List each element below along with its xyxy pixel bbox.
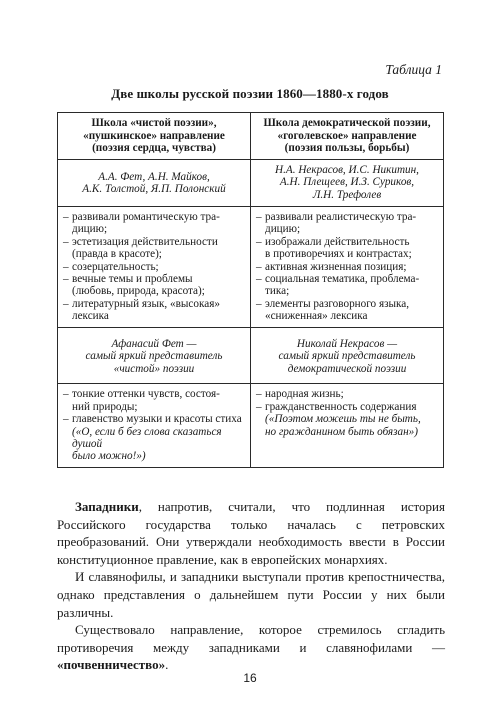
left-school-representative bbox=[58, 327, 251, 384]
list-item: – активная жизненная позиция; bbox=[256, 261, 438, 273]
list-item: – развивали романтическую тра- дицию; bbox=[63, 211, 245, 236]
representative-line: «чистой» поэзии bbox=[113, 362, 195, 375]
nekrasov-quote: («Поэтом можешь ты не быть, но гражданином быть обязан») bbox=[265, 413, 421, 438]
list-item: – социальная тематика, проблема- тика; bbox=[256, 273, 438, 298]
list-item: – развивали реалистическую тра- дицию; bbox=[256, 211, 438, 236]
traits-row bbox=[58, 384, 444, 467]
term-pochvennichestvo: «почвенничество» bbox=[57, 657, 166, 673]
right-school-representative bbox=[251, 327, 444, 384]
representative-line: самый яркий представитель bbox=[278, 350, 416, 363]
term-westernizers: Западники bbox=[75, 499, 139, 514]
left-school-traits bbox=[58, 384, 251, 467]
features-row bbox=[58, 206, 444, 327]
poets-line: А.Н. Плещеев, И.З. Суриков, bbox=[279, 176, 415, 189]
representative-line: Афанасий Фет — bbox=[111, 337, 197, 350]
table-header-row bbox=[58, 113, 444, 160]
left-school-features bbox=[58, 206, 251, 327]
poets-line: Н.А. Некрасов, И.С. Никитин, bbox=[275, 163, 419, 176]
poetry-schools-table bbox=[57, 112, 444, 468]
list-item: – литературный язык, «высокая» лексика bbox=[63, 298, 245, 323]
header-line: Школа «чистой поэзии», bbox=[91, 117, 217, 129]
list-item: – тонкие оттенки чувств, состоя- ний природы; bbox=[63, 388, 245, 413]
representative-row bbox=[58, 327, 444, 384]
page-number: 16 bbox=[243, 671, 257, 685]
fet-quote: («О, если б без слова сказаться душой было можно!») bbox=[72, 425, 222, 463]
header-line: «гоголевское» направление bbox=[277, 129, 417, 142]
poets-line: Л.Н. Трефолев bbox=[312, 188, 382, 201]
list-item: – созерцательность; bbox=[63, 261, 245, 273]
list-item: – элементы разговорного языка, «сниженная» лексика bbox=[256, 298, 438, 323]
poets-line: А.А. Фет, А.Н. Майков, bbox=[98, 170, 210, 183]
right-school-features bbox=[251, 206, 444, 327]
table-title: Две школы русской поэзии 1860—1880-х годов bbox=[111, 86, 389, 101]
header-line: «пушкинское» направление bbox=[83, 129, 225, 142]
header-line: (поэзия пользы, борьбы) bbox=[284, 142, 410, 155]
header-line: Школа демократической поэзии, bbox=[263, 117, 431, 129]
representative-line: Николай Некрасов — bbox=[296, 337, 398, 350]
paragraph-westernizers: Западники, напротив, считали, что подлинная история Российского государства только началась с петровских преобразований. Они утверждали необходимость ввести в России конституционное правление, как в европейских монархиях. bbox=[57, 499, 445, 567]
right-school-poets bbox=[251, 159, 444, 206]
header-line: (поэзия сердца, чувства) bbox=[92, 142, 216, 155]
poets-line: А.К. Толстой, Я.П. Полонский bbox=[82, 183, 226, 196]
representative-line: самый яркий представитель bbox=[85, 350, 223, 363]
list-item: – эстетизация действительности (правда в красоте); bbox=[63, 236, 245, 261]
representative-line: демократической поэзии bbox=[287, 362, 407, 375]
table-number-label: Таблица 1 bbox=[385, 62, 442, 77]
paragraph-serfdom: И славянофилы, и западники выступали против крепостничества, однако представления о дальнейшем пути России у них были различны. bbox=[57, 569, 445, 620]
paragraph-pochvennichestvo: Существовало направление, которое стремилось сгладить противоречия между западниками и славянофилами — «почвенничество». bbox=[57, 622, 445, 673]
left-school-poets bbox=[58, 159, 251, 206]
body-text bbox=[57, 498, 445, 674]
list-item: – гражданственность содержания bbox=[256, 401, 438, 413]
right-school-header bbox=[251, 113, 444, 160]
poets-row bbox=[58, 159, 444, 206]
list-item: – главенство музыки и красоты стиха bbox=[63, 413, 245, 425]
list-item: – народная жизнь; bbox=[256, 388, 438, 400]
left-school-header bbox=[58, 113, 251, 160]
right-school-traits bbox=[251, 384, 444, 467]
list-item: – изображали действительность в противоречиях и контрастах; bbox=[256, 236, 438, 261]
list-item: – вечные темы и проблемы (любовь, природа, красота); bbox=[63, 273, 245, 298]
